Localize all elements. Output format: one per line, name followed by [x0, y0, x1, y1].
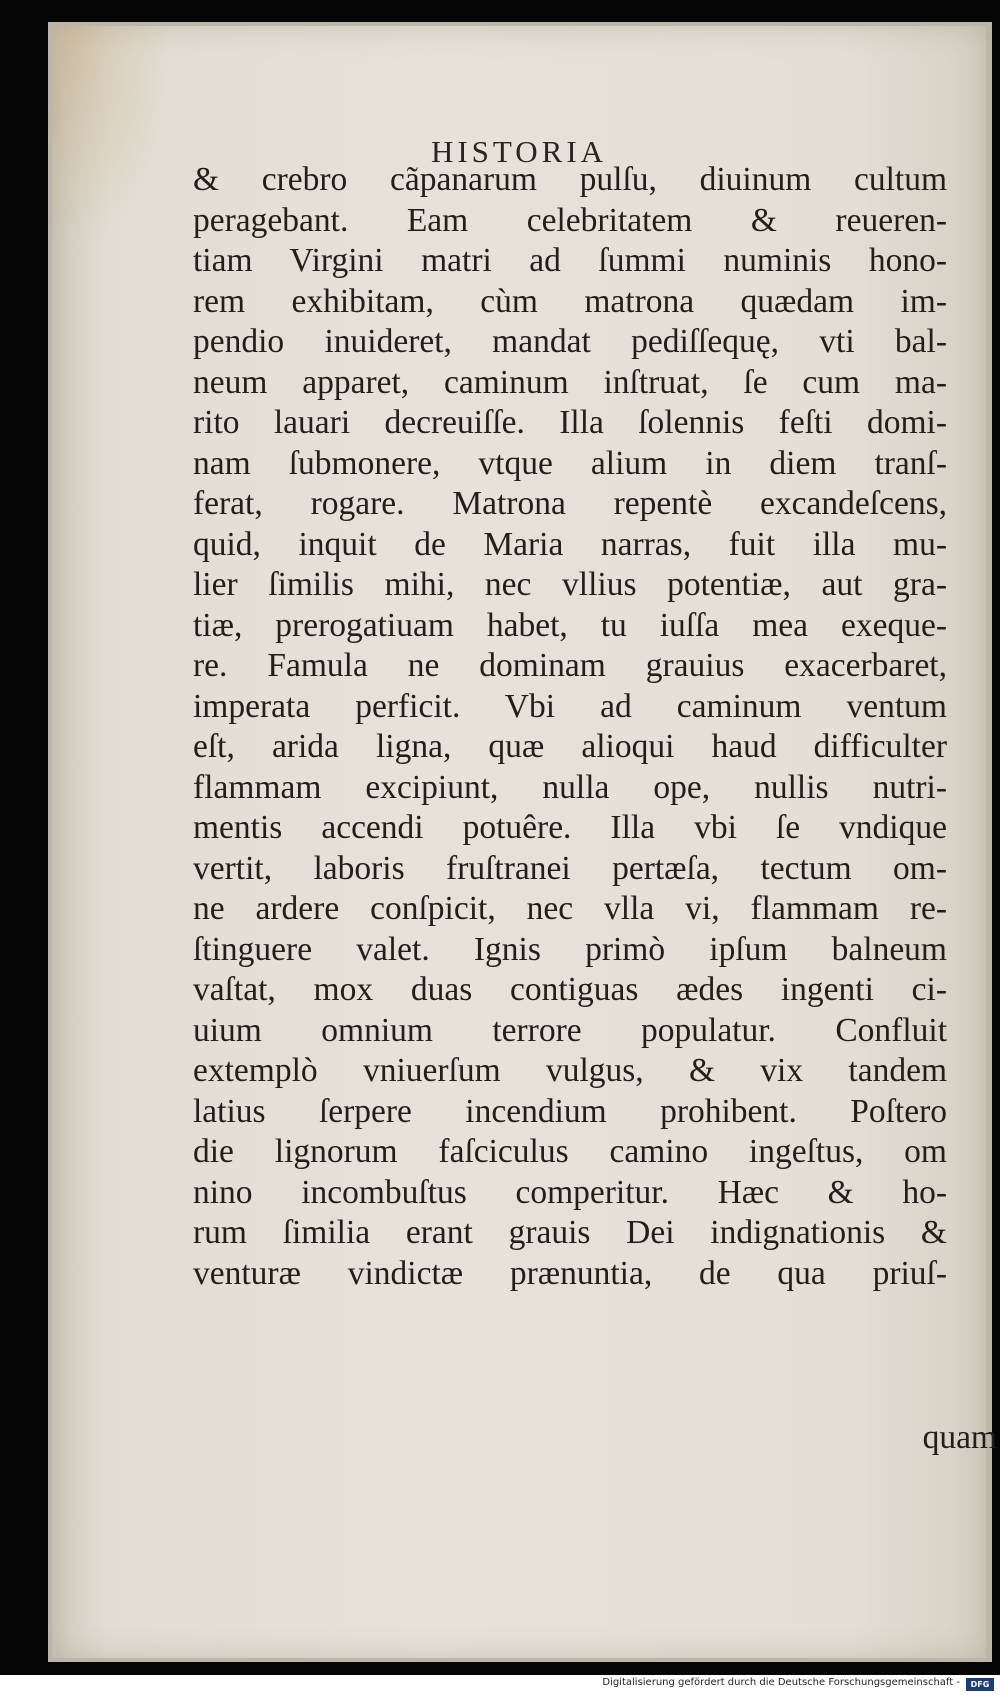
funding-notice: Digitalisierung gefördert durch die Deutsche Forschungsgemeinschaft - [602, 1677, 960, 1688]
text-line: ferat, rogare. Matrona repentè excandeſcens, [193, 485, 947, 522]
catchword: quam [922, 1419, 997, 1456]
digitization-footer [0, 1675, 1000, 1695]
text-line: peragebant. Eam celebritatem & reueren- [193, 201, 947, 239]
text-line: mentis accendi potuêre. Illa vbi ſe vndique [193, 809, 947, 846]
text-line: vertit, laboris fruſtranei pertæſa, tectum om- [193, 849, 947, 887]
text-line: nino incombuſtus comperitur. Hæc & ho- [193, 1173, 947, 1211]
text-line: lier ſimilis mihi, nec vllius potentiæ, aut gra- [193, 566, 947, 603]
text-line: pendio inuideret, mandat pediſſequę, vti bal- [193, 323, 947, 360]
body-text [193, 160, 947, 1294]
text-line: tiam Virgini matri ad ſummi numinis hono- [193, 242, 947, 279]
text-line: die lignorum faſciculus camino ingeſtus, om [193, 1133, 947, 1170]
text-line: eſt, arida ligna, quæ alioqui haud difficulter [193, 728, 947, 765]
text-line: quid, inquit de Maria narras, fuit illa mu- [193, 525, 947, 563]
text-line: rum ſimilia erant grauis Dei indignationis & [193, 1214, 947, 1251]
dfg-logo: DFG [966, 1678, 994, 1691]
text-line: extemplò vniuerſum vulgus, & vix tandem [193, 1052, 947, 1089]
text-line: flammam excipiunt, nulla ope, nullis nutri- [193, 768, 947, 806]
text-line: latius ſerpere incendium prohibent. Poſtero [193, 1092, 947, 1130]
text-line: rem exhibitam, cùm matrona quædam im- [193, 282, 947, 320]
text-line: ne ardere conſpicit, nec vlla vi, flammam re- [193, 890, 947, 927]
text-line: imperata perficit. Vbi ad caminum ventum [193, 687, 947, 725]
text-line: re. Famula ne dominam grauius exacerbaret, [193, 647, 947, 684]
text-line: rito lauari decreuiſſe. Illa ſolennis feſti domi- [193, 404, 947, 441]
text-line: tiæ, prerogatiuam habet, tu iuſſa mea exeque- [193, 606, 947, 644]
text-line: venturæ vindictæ prænuntia, de qua priuſ- [193, 1254, 947, 1292]
running-head: HISTORIA [430, 134, 608, 169]
text-line: vaſtat, mox duas contiguas ædes ingenti ci- [193, 971, 947, 1008]
text-line: neum apparet, caminum inſtruat, ſe cum ma- [193, 363, 947, 401]
text-line: uium omnium terrore populatur. Confluit [193, 1011, 947, 1049]
text-line: & crebro cãpanarum pulſu, diuinum cultum [193, 161, 947, 198]
text-line: nam ſubmonere, vtque alium in diem tranſ- [193, 444, 947, 482]
text-line: ſtinguere valet. Ignis primò ipſum balneum [193, 930, 947, 968]
